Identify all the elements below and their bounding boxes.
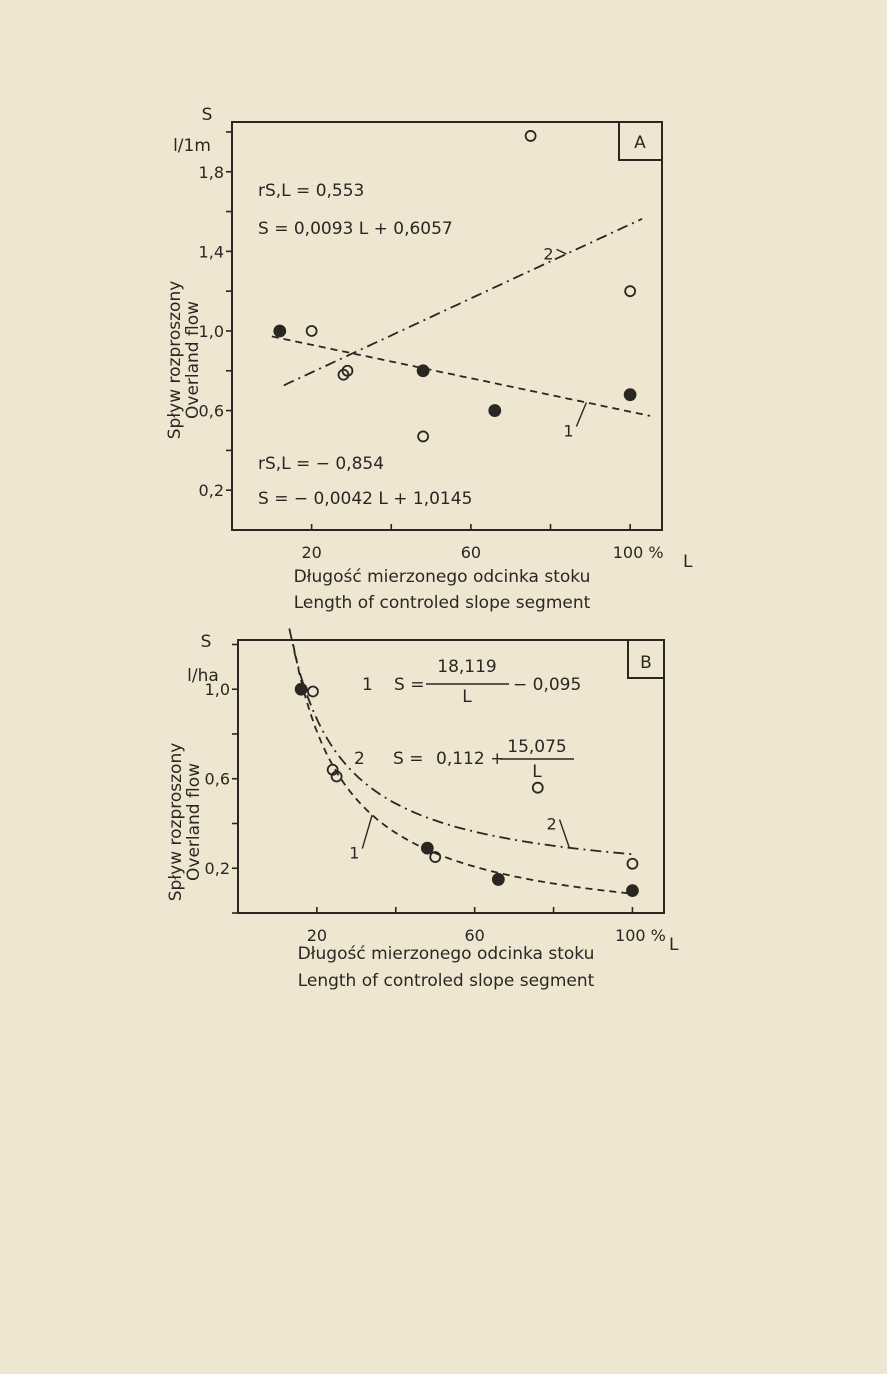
chart-b-point-open	[533, 783, 543, 793]
chart-b-x-tick-label: 20	[306, 926, 328, 945]
chart-a-point-open	[526, 131, 536, 141]
chart-b-eq1-numerator: 18,119	[437, 657, 497, 677]
chart-b-y-tick-label: 0,6	[204, 769, 230, 789]
chart-a-x-label-en: Length of controled slope segment	[293, 593, 591, 613]
chart-b-y-symbol: S	[200, 632, 212, 652]
chart-a-y-tick-label: 1,0	[198, 321, 224, 341]
chart-b-y-label-en: Overland flow	[184, 762, 204, 882]
chart-b-points	[296, 684, 638, 896]
chart-a-y-tick-label: 0,2	[198, 481, 224, 501]
chart-a-y-ticks	[199, 132, 232, 500]
chart-a-y-unit: l/1m	[173, 136, 211, 156]
chart-b-y-label: Spływ rozproszony	[166, 742, 186, 902]
chart-a-point-filled	[489, 405, 500, 416]
chart-a-point-open	[625, 286, 635, 296]
chart-a-eq-bottom: S = − 0,0042 L + 1,0145	[258, 489, 473, 509]
chart-b-point-filled	[493, 874, 504, 885]
chart-b-panel-label: B	[640, 653, 652, 673]
chart-a-points	[274, 131, 635, 442]
chart-a-x-tick-label: 100 %	[612, 543, 664, 562]
chart-b-x-label: Długość mierzonego odcinka stoku	[297, 944, 595, 964]
chart-a-panel-label: A	[634, 133, 646, 153]
chart-a-fit-leader-1	[576, 402, 586, 426]
chart-b-point-filled	[627, 885, 638, 896]
chart-b-fit-label-2: 2	[546, 814, 557, 834]
chart-b-point-filled	[422, 843, 433, 854]
chart-b-eq1-tail: − 0,095	[513, 675, 582, 695]
chart-a-fit-line-2	[284, 219, 642, 386]
chart-b-fit-leader-1	[362, 815, 372, 849]
chart-a-fit-line-1	[272, 336, 650, 416]
chart-a-fit-lines	[272, 219, 650, 441]
chart-a-y-tick-label: 1,4	[198, 242, 224, 262]
chart-b-eq2-lhs: S =	[393, 749, 424, 769]
chart-a-y-label-en: Overland flow	[183, 300, 203, 420]
chart-b-eq1-denominator: L	[462, 687, 472, 707]
chart-a-x-symbol: L	[683, 552, 693, 572]
chart-a-x-tick-label: 20	[301, 543, 322, 562]
chart-a-point-filled	[274, 325, 285, 336]
chart-b-y-tick-label: 1,0	[204, 680, 230, 700]
chart-a-point-open	[307, 326, 317, 336]
chart-a-y-symbol: S	[201, 105, 213, 125]
chart-a-y-tick-label: 0,6	[198, 401, 224, 421]
chart-b-x-label-en: Length of controled slope segment	[297, 971, 595, 991]
chart-a-r-top: rS,L = 0,553	[258, 181, 365, 201]
chart-a-y-tick-label: 1,8	[198, 162, 224, 182]
chart-a-x-tick-label: 60	[460, 543, 482, 562]
chart-b-y-ticks	[205, 644, 238, 913]
chart-b-x-tick-label: 100 %	[615, 926, 666, 945]
chart-b-fit-leader-2	[560, 819, 570, 847]
chart-b-point-open	[308, 686, 318, 696]
chart-a-y-label: Spływ rozproszony	[165, 280, 185, 440]
chart-a-point-filled	[625, 389, 636, 400]
chart-b-eq1-lhs: S =	[394, 675, 425, 695]
chart-b-x-tick-label: 60	[464, 926, 485, 945]
chart-a-point-open	[418, 431, 428, 441]
chart-b-point-open	[627, 859, 637, 869]
chart-a-x-label: Długość mierzonego odcinka stoku	[293, 567, 591, 587]
chart-b	[166, 629, 679, 992]
chart-b-point-filled	[296, 684, 307, 695]
chart-b-fit-label-1: 1	[349, 843, 360, 863]
chart-b-x-symbol: L	[669, 935, 679, 955]
chart-b-y-tick-label: 0,2	[204, 859, 230, 879]
chart-b-eq1-number: 1	[362, 675, 373, 695]
chart-a-fit-leader-2	[557, 249, 567, 254]
chart-a-point-filled	[418, 365, 429, 376]
chart-b-eq2-numerator: 15,075	[507, 737, 567, 757]
chart-b-eq2-head: 0,112 +	[436, 749, 505, 769]
chart-b-y-unit: l/ha	[187, 666, 219, 686]
chart-a	[165, 105, 693, 613]
chart-b-eq2-denominator: L	[532, 762, 542, 782]
chart-a-fit-label-1: 1	[563, 421, 574, 441]
chart-b-fit-line-1	[293, 645, 632, 894]
chart-a-fit-label-2: 2	[543, 244, 554, 264]
chart-b-eq2-number: 2	[354, 749, 365, 769]
chart-a-r-bottom: rS,L = − 0,854	[258, 454, 385, 474]
chart-a-eq-top: S = 0,0093 L + 0,6057	[258, 219, 453, 239]
